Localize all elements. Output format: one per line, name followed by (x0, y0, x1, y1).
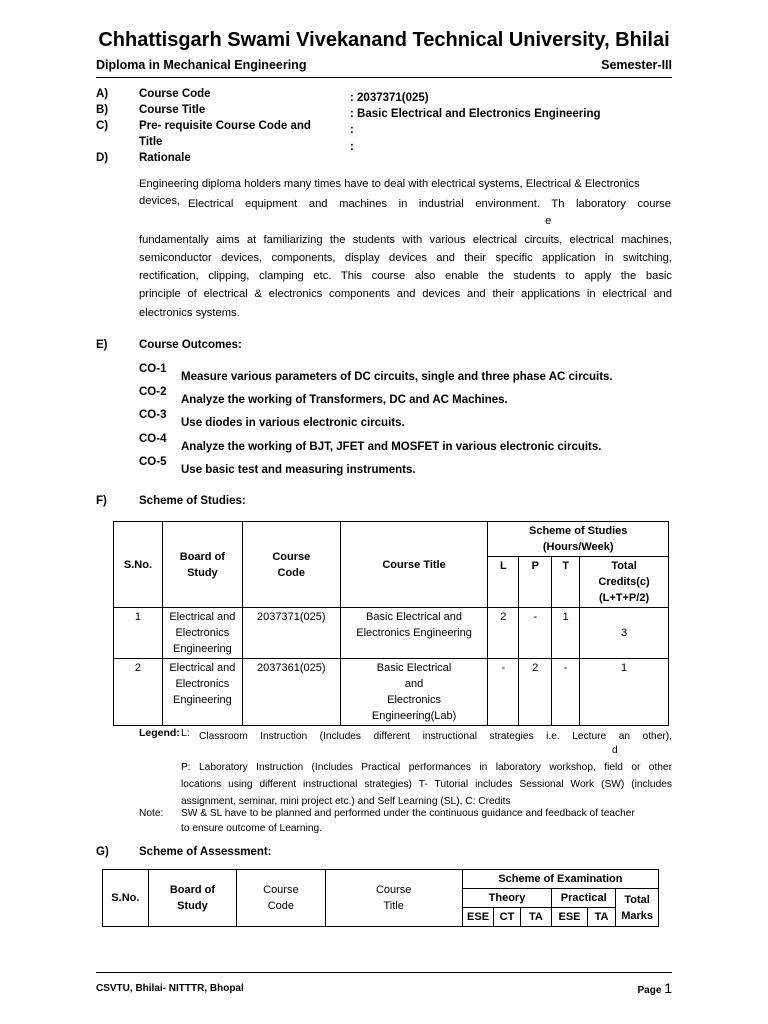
cell-title (340, 659, 488, 726)
item-f-letter: F) (96, 495, 107, 507)
header-l: L (488, 557, 519, 608)
header-ct: CT (494, 908, 520, 927)
note-line-1: SW & SL have to be planned and performed under the continuous guidance and feedback of teacher (181, 808, 635, 819)
header-total-line: Marks (621, 909, 654, 922)
rationale-line-1: Engineering diploma holders many times have to deal with electrical systems, Electrical & Electronics (139, 178, 640, 190)
note-label: Note: (139, 808, 164, 819)
footer-institution: CSVTU, Bhilai- NITTTR, Bhopal (96, 983, 244, 994)
cell-t: - (552, 659, 580, 726)
item-a-letter: A) (96, 88, 109, 100)
cell-code: 2037361(025) (242, 659, 340, 726)
rationale-line-2a: devices, (139, 195, 181, 207)
cell-p: 2 (519, 659, 552, 726)
table-row (114, 608, 669, 659)
co-text: Use diodes in various electronic circuits. (181, 417, 405, 429)
header-code-line: Course (272, 550, 311, 563)
header-practical: Practical (552, 889, 616, 908)
header-code-line: Code (267, 900, 295, 912)
legend-p-line-1: P: Laboratory Instruction (Includes Practical performances in laboratory workshop, field or other (181, 762, 672, 773)
semester-label: Semester-III (601, 58, 672, 72)
header-exam: Scheme of Examination (462, 870, 658, 889)
legend-l-prefix: L: (181, 727, 190, 739)
header-code-line: Code (277, 566, 306, 579)
cell-board (162, 608, 242, 659)
header-sno: S.No. (114, 522, 163, 608)
header-title-line: Title (383, 900, 404, 912)
cell-board-line: Engineering (173, 643, 232, 655)
co-text: Analyze the working of BJT, JFET and MOSFET in various electronic circuits. (181, 441, 602, 453)
co-code: CO-5 (139, 456, 167, 468)
table-header-row (103, 870, 659, 889)
header-code (242, 522, 340, 608)
header-scheme-line: (Hours/Week) (542, 541, 614, 553)
prerequisite-label: Pre- requisite Course Code and (139, 120, 311, 132)
cell-l: 2 (488, 608, 519, 659)
header-board-line: Study (187, 566, 218, 579)
header-title: Course Title (340, 522, 488, 608)
legend-label: Legend: (139, 727, 180, 739)
item-e-letter: E) (96, 339, 108, 351)
cell-board-line: Engineering (173, 694, 232, 706)
legend-l-d: d (612, 745, 618, 756)
header-theory: Theory (462, 889, 551, 908)
course-outcomes-heading: Course Outcomes: (139, 339, 242, 351)
legend-p-line-2: locations using different instructional strategies) T- Tutorial includes Sessional Work (SW) (includes (181, 779, 672, 790)
header-title-line: Course (375, 884, 412, 896)
scheme-of-studies-heading: Scheme of Studies: (139, 495, 246, 507)
rationale-line-4: semiconductor devices, components, display devices and their specific application in switching, (139, 252, 672, 264)
item-b-letter: B) (96, 104, 109, 116)
rationale-value: : (350, 141, 354, 153)
item-c-letter: C) (96, 120, 109, 132)
cell-t: 1 (552, 608, 580, 659)
header-ta: TA (520, 908, 552, 927)
header-p: P (519, 557, 552, 608)
header-total-line: Total (624, 893, 650, 906)
legend-p-line-3: assignment, seminar, mini project etc.) and Self Learning (SL), C: Credits (181, 796, 511, 807)
co-code: CO-2 (139, 386, 167, 398)
prerequisite-label-cont: Title (139, 136, 163, 148)
header-board-line: Study (177, 900, 208, 912)
page-footer (96, 980, 672, 996)
rationale-line-3: fundamentally aims at familiarizing the students with various electrical circuits, electrical machines, (139, 234, 672, 246)
university-title: Chhattisgarh Swami Vivekanand Technical University, Bhilai (98, 29, 670, 51)
header-scheme-line: Scheme of Studies (528, 525, 628, 537)
rationale-line-7: electronics systems. (139, 307, 240, 319)
co-text: Use basic test and measuring instruments. (181, 464, 416, 476)
footer-divider (96, 972, 672, 973)
co-text: Analyze the working of Transformers, DC and AC Machines. (181, 394, 508, 406)
rationale-line-5: rectification, clipping, clamping etc. This course also enable the students to apply the basic (139, 270, 672, 282)
cell-title-line: Electronics Engineering (356, 627, 472, 639)
header-code-line: Course (263, 884, 299, 896)
header-ese: ESE (462, 908, 494, 927)
cell-code: 2037371(025) (242, 608, 340, 659)
scheme-of-assessment-table (102, 869, 659, 927)
cell-total: 1 (580, 659, 669, 726)
rationale-line-2e: e (545, 215, 552, 227)
item-g-letter: G) (96, 846, 109, 858)
legend-l-text: Classroom Instruction (Includes different instructional strategies i.e. Lecture an other), (199, 731, 672, 742)
header-total (616, 889, 659, 927)
scheme-of-studies-table (113, 521, 669, 726)
cell-title (340, 608, 488, 659)
cell-total: 3 (580, 608, 669, 659)
rationale-label: Rationale (139, 152, 191, 164)
page-label: Page (637, 985, 662, 996)
program-header (96, 58, 672, 72)
cell-title-line: Engineering(Lab) (371, 710, 457, 722)
header-code (237, 870, 325, 927)
cell-title-line: Electronics (387, 694, 441, 706)
course-code-label: Course Code (139, 88, 211, 100)
header-board-line: Board of (169, 884, 216, 896)
item-d-letter: D) (96, 152, 109, 164)
header-sno: S.No. (103, 870, 149, 927)
header-total (580, 557, 669, 608)
cell-board (162, 659, 242, 726)
cell-sno: 1 (114, 608, 163, 659)
header-total-line: (L+T+P/2) (598, 592, 650, 604)
cell-board-line: Electrical and (169, 662, 236, 674)
header-total-line: Credits(c) (598, 576, 650, 588)
header-board (162, 522, 242, 608)
header-board (148, 870, 236, 927)
co-code: CO-3 (139, 409, 167, 421)
header-ta-practical: TA (587, 908, 615, 927)
rationale-line-6: principle of electrical & electronics components and devices and their applications in electrical and (139, 288, 672, 300)
cell-sno: 2 (114, 659, 163, 726)
note-line-2: to ensure outcome of Learning. (181, 823, 323, 834)
course-code-value: : 2037371(025) (350, 92, 429, 104)
co-code: CO-4 (139, 433, 167, 445)
co-code: CO-1 (139, 363, 167, 375)
rationale-line-2b: Electrical equipment and machines in industrial environment. Th laboratory course (188, 198, 671, 210)
page-number: 1 (664, 980, 672, 996)
course-title-value: : Basic Electrical and Electronics Engineering (350, 108, 601, 120)
header-total-line: Total (611, 560, 637, 572)
cell-p: - (519, 608, 552, 659)
cell-title-line: Basic Electrical (376, 662, 452, 674)
header-t: T (552, 557, 580, 608)
cell-board-line: Electrical and (169, 611, 236, 623)
co-text: Measure various parameters of DC circuits, single and three phase AC circuits. (181, 371, 613, 383)
header-ese-practical: ESE (552, 908, 588, 927)
page-indicator (638, 980, 672, 996)
cell-board-line: Electronics (175, 678, 230, 690)
header-divider (96, 77, 672, 78)
cell-title-line: Basic Electrical and (366, 611, 463, 623)
header-scheme (488, 522, 669, 557)
cell-board-line: Electronics (175, 627, 230, 639)
header-title (325, 870, 462, 927)
cell-l: - (488, 659, 519, 726)
table-row (114, 659, 669, 726)
table-header-row (114, 522, 669, 557)
scheme-of-assessment-heading: Scheme of Assessment: (139, 846, 272, 858)
cell-title-line: and (404, 678, 424, 690)
prerequisite-value: : (350, 124, 354, 136)
header-board-line: Board of (179, 550, 225, 563)
program-name: Diploma in Mechanical Engineering (96, 58, 307, 72)
course-title-label: Course Title (139, 104, 206, 116)
